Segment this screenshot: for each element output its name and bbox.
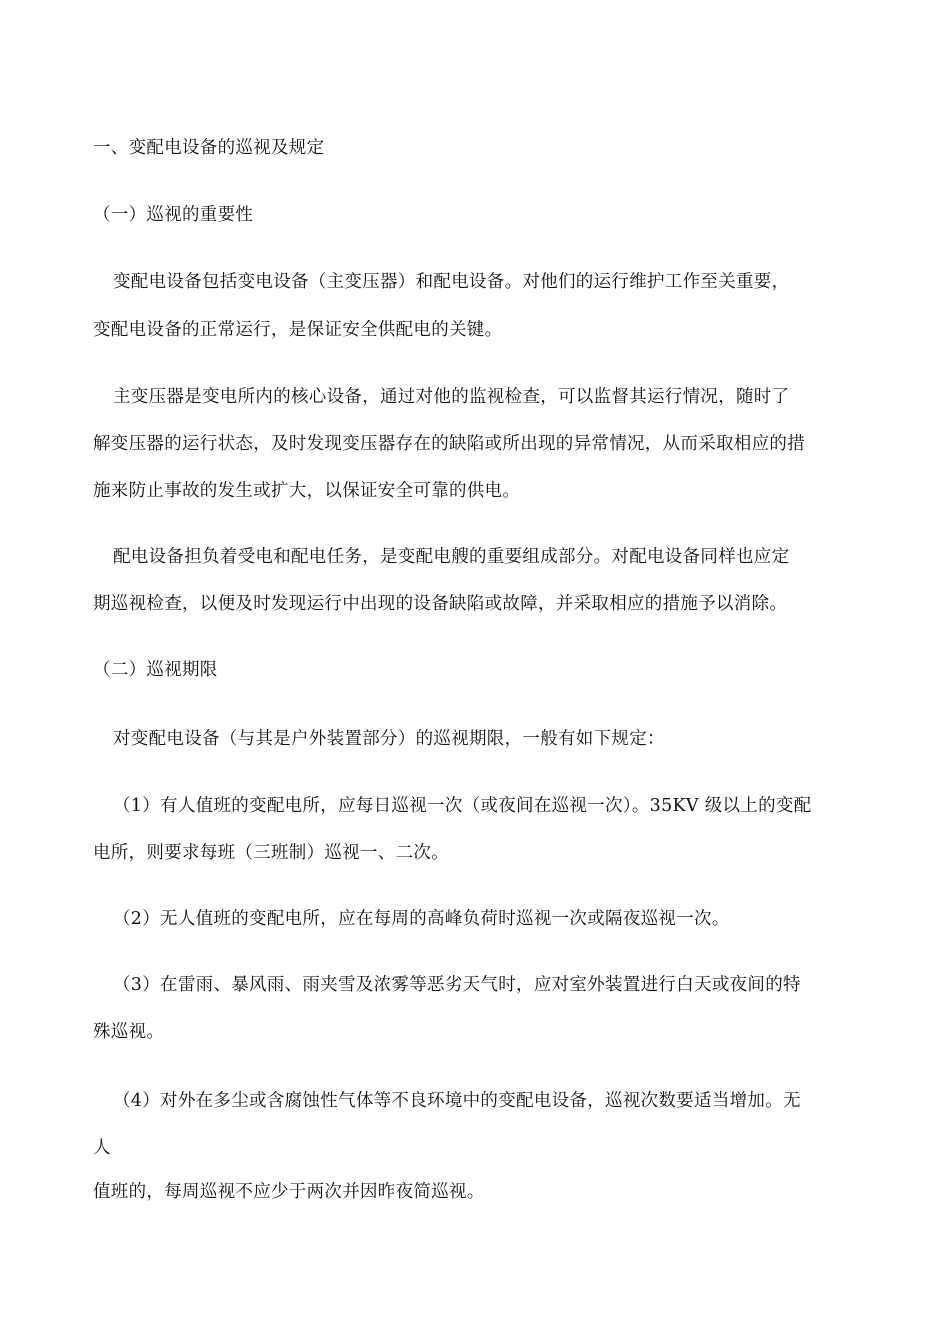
- item-1-line-2: 电所，则要求每班（三班制）巡视一、二次。: [93, 843, 449, 863]
- para-1-line-1: 变配电设备包括变电设备（主变压器）和配电设备。对他们的运行维护工作至关重要，: [113, 272, 790, 292]
- section-2-intro: 对变配电设备（与其是户外装置部分）的巡视期限，一般有如下规定：: [113, 729, 665, 749]
- para-2-line-3: 施来防止事故的发生或扩大，以保证安全可靠的供电。: [93, 481, 521, 501]
- para-2-line-1: 主变压器是变电所内的核心设备，通过对他的监视检查，可以监督其运行情况，随时了: [113, 387, 790, 407]
- item-3-line-1: （3）在雷雨、暴风雨、雨夹雪及浓雾等恶劣天气时，应对室外装置进行白天或夜间的特: [113, 975, 801, 995]
- para-3-line-1: 配电设备担负着受电和配电任务，是变配电艘的重要组成部分。对配电设备同样也应定: [113, 547, 790, 567]
- item-3-line-2: 殊巡视。: [93, 1022, 165, 1042]
- item-2-line-1: （2）无人值班的变配电所，应在每周的高峰负荷时巡视一次或隔夜巡视一次。: [113, 909, 730, 929]
- para-3-line-2: 期巡视检查，以便及时发现运行中出现的设备缺陷或故障，并采取相应的措施予以消除。: [93, 594, 788, 614]
- item-4-line-3: 值班的，每周巡视不应少于两次并因昨夜简巡视。: [93, 1182, 485, 1202]
- item-4-line-1: （4）对外在多尘或含腐蚀性气体等不良环境中的变配电设备，巡视次数要适当增加。无: [113, 1091, 801, 1111]
- section-1-heading: （一）巡视的重要性: [93, 205, 254, 225]
- para-1-line-2: 变配电设备的正常运行，是保证安全供配电的关键。: [93, 320, 503, 340]
- main-heading: 一、变配电设备的巡视及规定: [93, 138, 325, 158]
- section-2-heading: （二）巡视期限: [93, 660, 218, 680]
- item-4-line-2: 人: [93, 1138, 111, 1158]
- item-1-line-1: （1）有人值班的变配电所，应每日巡视一次（或夜间在巡视一次）。35KV 级以上的变配: [113, 796, 812, 816]
- para-2-line-2: 解变压器的运行状态，及时发现变压器存在的缺陷或所出现的异常情况，从而采取相应的措: [93, 434, 805, 454]
